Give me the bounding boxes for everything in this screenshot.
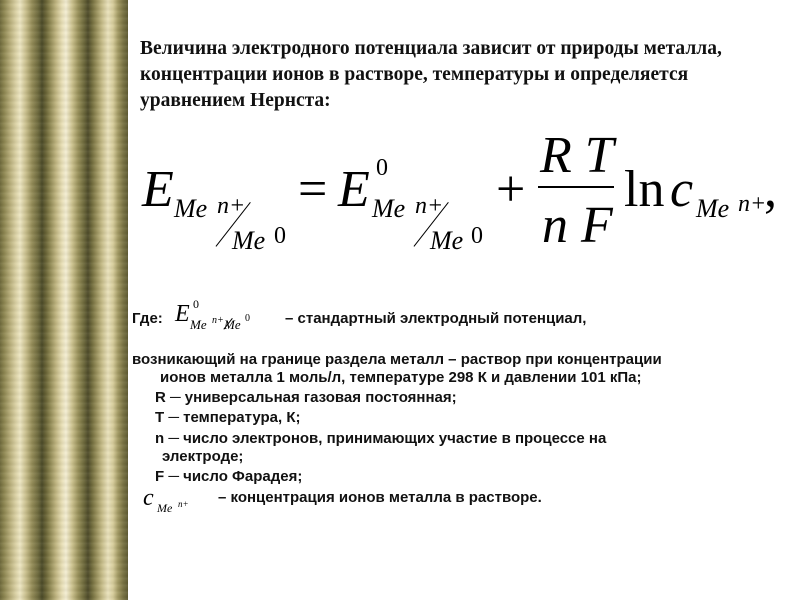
fraction-numerator: R T [540, 127, 614, 184]
gas-constant-line: R ─ универсальная газовая постоянная; [155, 389, 457, 406]
metal-symbol: Me [232, 226, 266, 255]
fraction-denominator: n F [542, 197, 613, 254]
plus-sign: + [496, 161, 526, 218]
standard-superscript: 0 [376, 155, 388, 181]
faraday-line: F ─ число Фарадея; [155, 468, 303, 485]
natural-log: ln [624, 161, 665, 218]
ion-charge: n+ [217, 193, 246, 219]
where-label: Где: [132, 310, 163, 327]
standard-potential-description: – стандартный электродный потенциал, [285, 310, 587, 327]
equals-sign: = [298, 161, 328, 218]
concentration-description: – концентрация ионов металла в растворе. [218, 489, 542, 506]
electron-count-line-2: электроде; [162, 448, 244, 465]
fraction-bar [538, 186, 614, 188]
electron-count-line-1: n ─ число электронов, принимающих участие в процессе на [155, 430, 607, 447]
slide-title: Величина электродного потенциала зависит от природы металла, концентрации ионов в растворе, температуры и определяется уравнением Нернста: [140, 38, 722, 111]
description-line-1: возникающий на границе раздела металл – раствор при концентрации [132, 351, 662, 368]
concentration-symbol: c [670, 161, 694, 218]
potential-symbol: E [142, 161, 174, 218]
ion-charge: n+ [738, 191, 767, 217]
comma: , [764, 161, 777, 218]
metal-oxidation-zero: 0 [274, 223, 286, 249]
ion-charge: n+ [415, 193, 444, 219]
decorative-gold-border [0, 0, 128, 600]
metal-oxidation-zero: 0 [471, 223, 483, 249]
metal-ion-symbol: Me [372, 194, 406, 223]
standard-potential-symbol: E [338, 161, 370, 218]
metal-ion-symbol: Me [696, 194, 730, 223]
description-line-2: ионов металла 1 моль/л, температуре 298 К и давлении 101 кПа; [160, 369, 642, 386]
temperature-line: T ─ температура, К; [155, 409, 301, 426]
metal-symbol: Me [430, 226, 464, 255]
nernst-equation [140, 128, 790, 278]
metal-ion-symbol: Me [174, 194, 208, 223]
